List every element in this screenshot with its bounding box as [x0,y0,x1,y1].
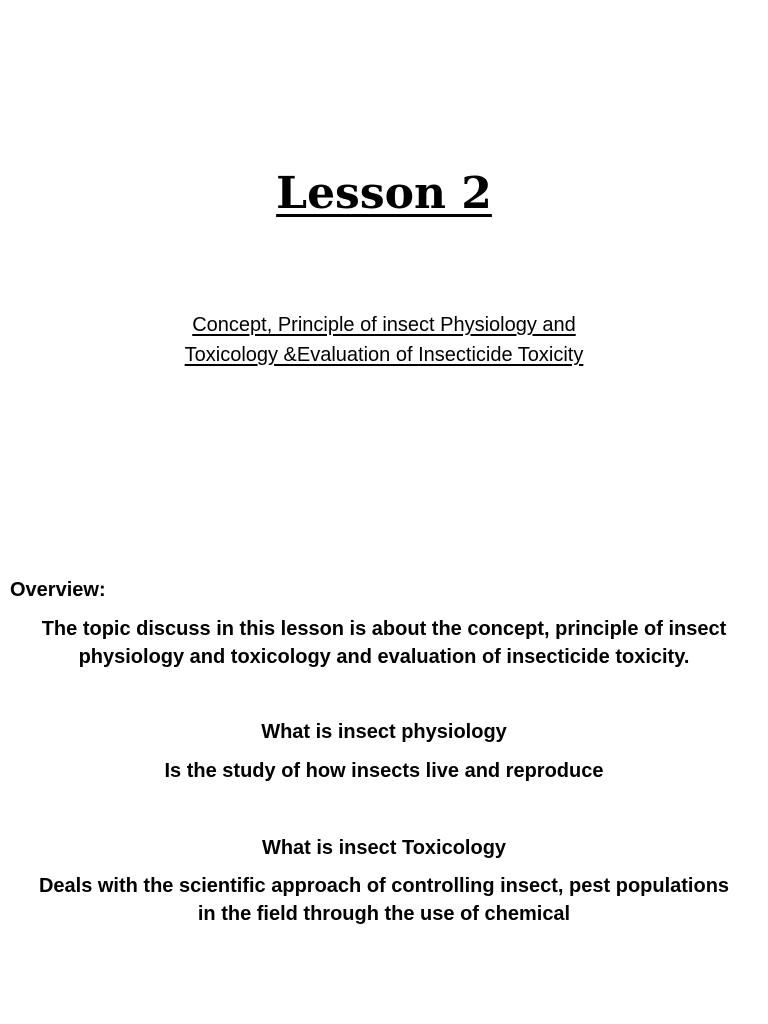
subtitle-line-1: Concept, Principle of insect Physiology and [192,314,576,336]
physiology-answer: Is the study of how insects live and reproduce [164,760,604,782]
physiology-question: What is insect physiology [261,721,507,743]
toxicology-question: What is insect Toxicology [261,837,507,859]
overview-line-1: The topic discuss in this lesson is about the concept, principle of insect [41,618,727,640]
overview-heading: Overview: [10,579,106,601]
toxicology-answer-line-2: in the field through the use of chemical [197,903,571,925]
lesson-subtitle [0,310,768,370]
lesson-title: Lesson 2 [276,168,492,219]
overview-text [0,615,768,671]
subtitle-line-2: Toxicology &Evaluation of Insecticide Toxicity [184,344,584,366]
overview-line-2: physiology and toxicology and evaluation of insecticide toxicity. [78,646,690,668]
toxicology-answer [0,872,768,928]
toxicology-answer-line-1: Deals with the scientific approach of controlling insect, pest populations [38,875,730,897]
